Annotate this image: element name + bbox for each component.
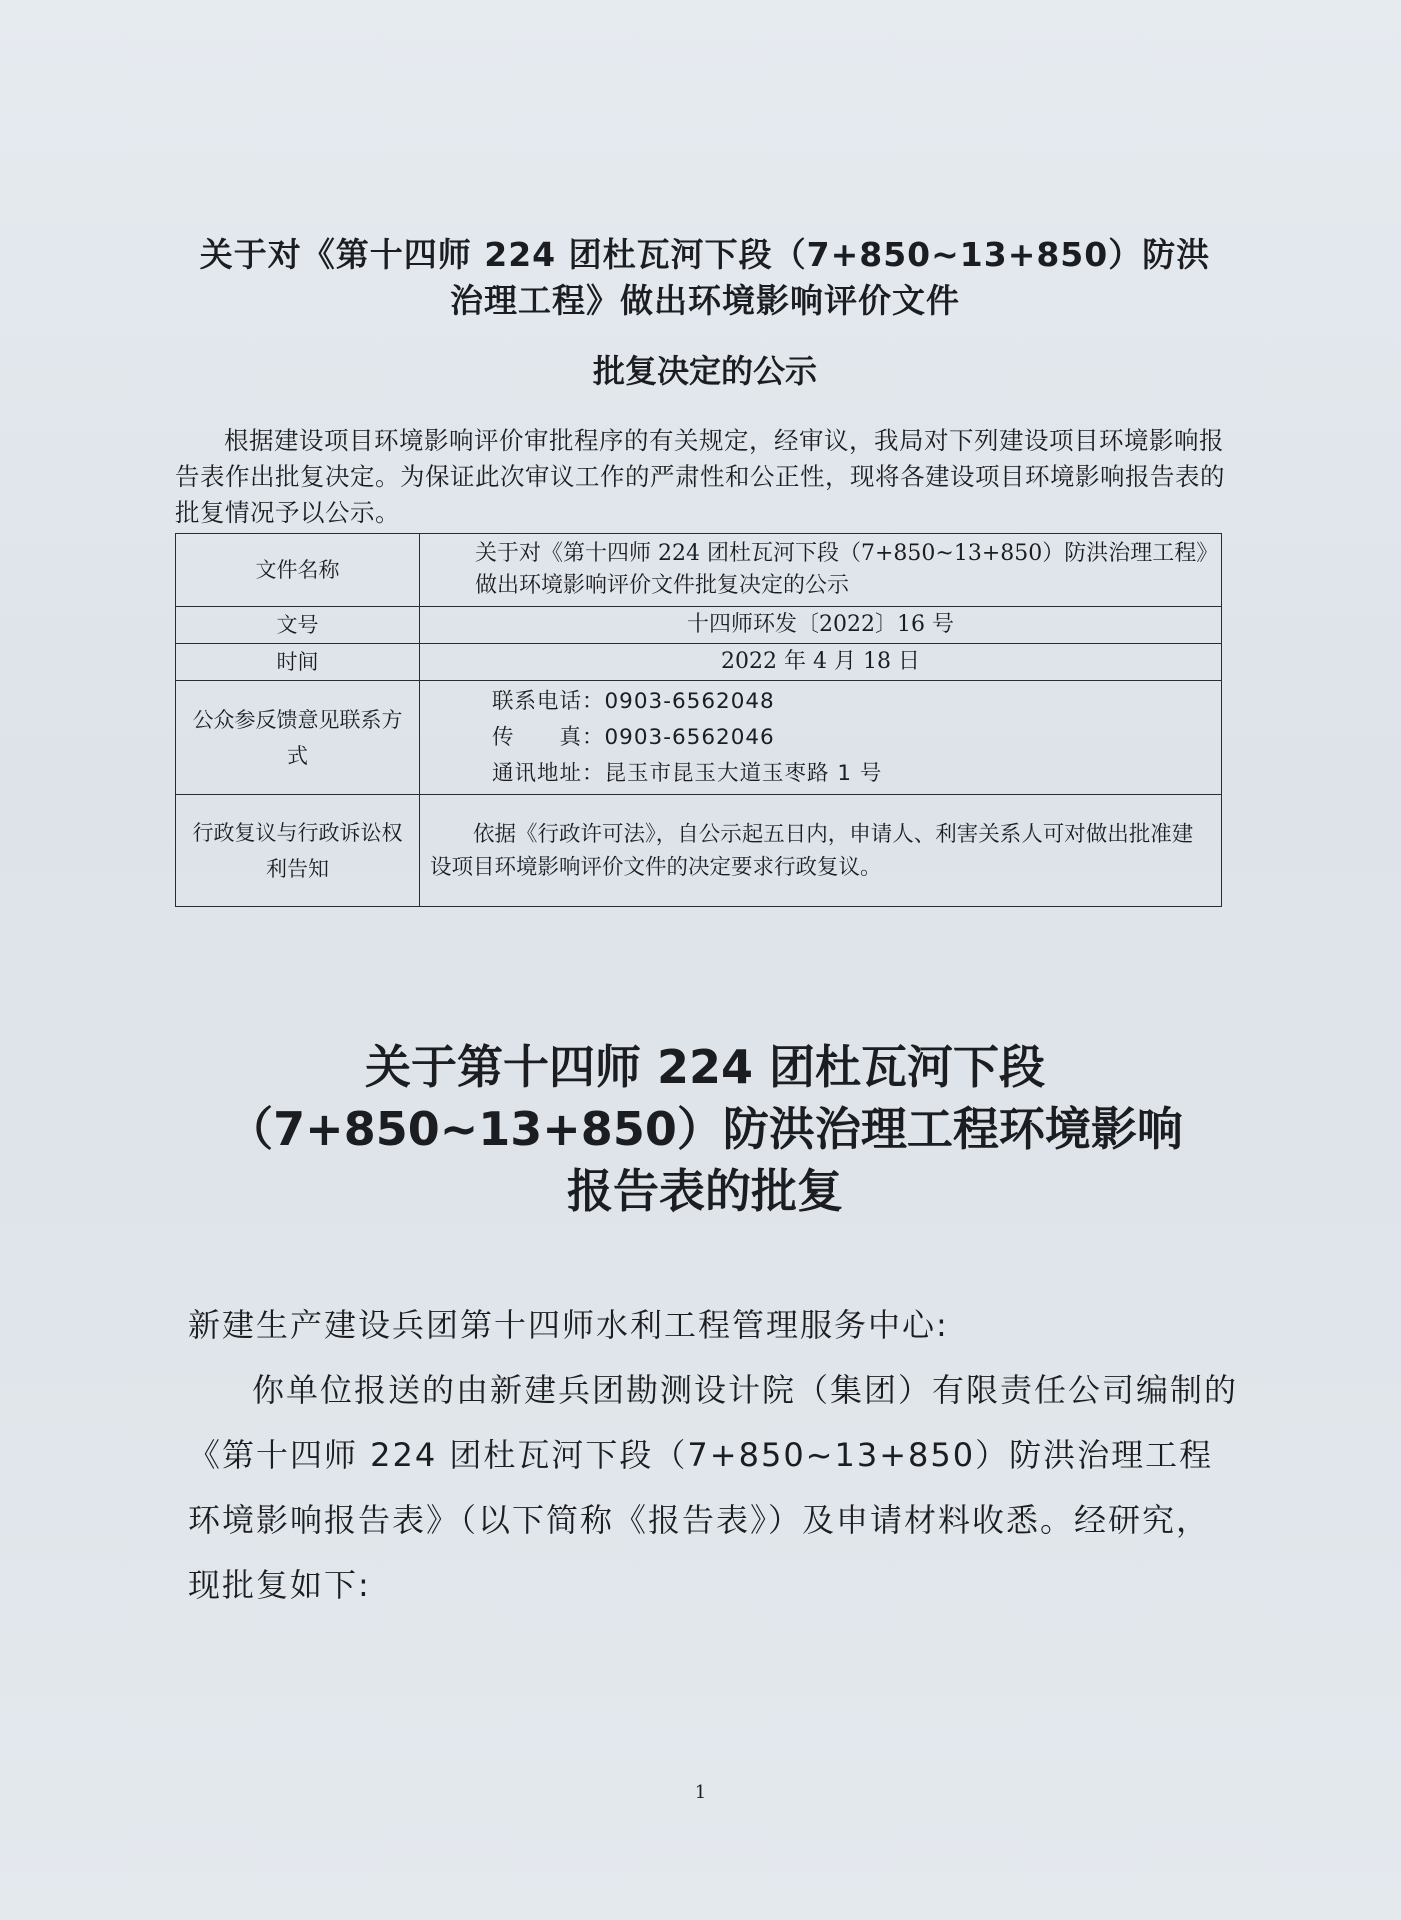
reply-title-line-1: 关于第十四师 224 团杜瓦河下段 xyxy=(364,1040,1046,1094)
contact-address: 通讯地址：昆玉市昆玉大道玉枣路 1 号 xyxy=(492,760,883,786)
reply-body xyxy=(188,1293,1238,1618)
reply-title-line-3: 报告表的批复 xyxy=(567,1164,843,1218)
time-label: 时间 xyxy=(176,644,420,681)
reply-title-line-2: （7+850~13+850）防洪治理工程环境影响 xyxy=(227,1102,1183,1156)
notice-intro: 根据建设项目环境影响评价审批程序的有关规定，经审议，我局对下列建设项目环境影响报告表作出批复决定。为保证此次审议工作的严肃性和公正性，现将各建设项目环境影响报告表的批复情况予以公示。 xyxy=(175,426,1225,527)
notice-title-line-1: 关于对《第十四师 224 团杜瓦河下段（7+850~13+850）防洪 xyxy=(199,235,1211,274)
contact-label: 公众参反馈意见联系方式 xyxy=(176,681,420,795)
reply-paragraph: 你单位报送的由新建兵团勘测设计院（集团）有限责任公司编制的《第十四师 224 团杜瓦河下段（7+850~13+850）防洪治理工程环境影响报告表》（以下简称《报告表》）及申请材料收悉。经研究，现批复如下: xyxy=(188,1371,1239,1604)
page-number: 1 xyxy=(694,1782,707,1803)
table-row xyxy=(176,681,1222,795)
contact-value xyxy=(420,681,1222,795)
contact-fax: 传 真：0903-6562046 xyxy=(492,724,775,750)
doc-number-label: 文号 xyxy=(176,607,420,644)
table-row xyxy=(176,644,1222,681)
review-value: 依据《行政许可法》，自公示起五日内，申请人、利害关系人可对做出批准建设项目环境影响评价文件的决定要求行政复议。 xyxy=(420,795,1222,907)
table-row xyxy=(176,607,1222,644)
notice-subtitle: 批复决定的公示 xyxy=(592,352,817,390)
notice-title xyxy=(170,232,1240,324)
file-name-value: 关于对《第十四师 224 团杜瓦河下段（7+850~13+850）防洪治理工程》做出环境影响评价文件批复决定的公示 xyxy=(420,534,1222,607)
file-name-label: 文件名称 xyxy=(176,534,420,607)
reply-title xyxy=(170,1036,1240,1222)
contact-phone: 联系电话：0903-6562048 xyxy=(492,688,775,714)
review-label: 行政复议与行政诉讼权利告知 xyxy=(176,795,420,907)
notice-info-table xyxy=(175,533,1222,907)
notice-title-line-2: 治理工程》做出环境影响评价文件 xyxy=(450,281,960,320)
reply-salutation: 新建生产建设兵团第十四师水利工程管理服务中心: xyxy=(188,1306,949,1344)
table-row xyxy=(176,795,1222,907)
table-row xyxy=(176,534,1222,607)
doc-number-value: 十四师环发〔2022〕16 号 xyxy=(420,607,1222,644)
time-value: 2022 年 4 月 18 日 xyxy=(420,644,1222,681)
